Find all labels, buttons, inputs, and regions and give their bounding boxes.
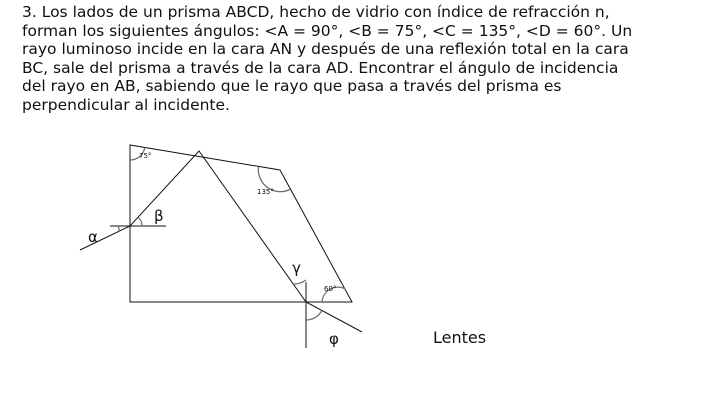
caption-lentes: Lentes — [433, 328, 487, 347]
light-ray — [80, 151, 362, 332]
angle-arc-gamma — [293, 280, 306, 284]
symbol-gamma: γ — [292, 259, 301, 277]
angle-arc-beta — [138, 217, 142, 226]
symbol-beta: β — [154, 207, 164, 225]
symbol-alpha: α — [88, 228, 98, 246]
angle-c-label: 135° — [257, 188, 274, 196]
angle-b-label: 75° — [139, 152, 152, 160]
angle-arc-alpha — [118, 226, 119, 231]
symbol-phi: φ — [329, 330, 339, 348]
angle-d-label: 60° — [324, 285, 337, 293]
angle-arc-phi — [306, 310, 322, 320]
problem-statement: 3. Los lados de un prisma ABCD, hecho de vidrio con índice de refracción n, forman los siguientes ángulos: <A = 90°, <B = 75°, <C = 135°, <D = 60°. Un rayo luminoso incide en la cara AN y después de una reflexión total en la cara BC, sale del prisma a través de la cara AD. Encontrar el ángulo de incidencia del rayo en AB, sabiendo que le rayo que pasa a través del prisma es perpendicular al incidente. — [22, 3, 633, 114]
